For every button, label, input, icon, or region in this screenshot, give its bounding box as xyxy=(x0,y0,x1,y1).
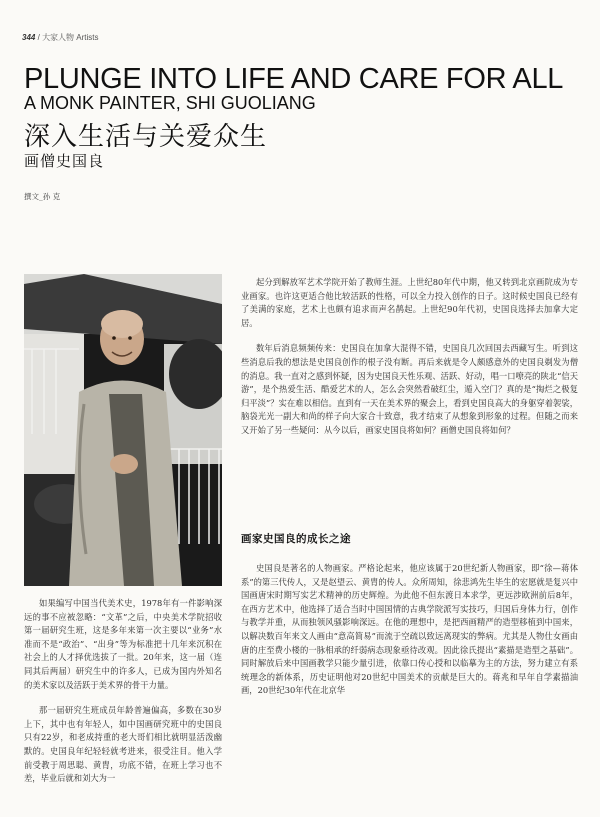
left-text-column xyxy=(24,597,222,798)
right-text-column-top xyxy=(241,276,578,450)
section-name-en: Artists xyxy=(76,33,99,42)
section-name-cn: 大家人物 xyxy=(42,33,75,42)
body-paragraph: 如果编写中国当代美术史，1978年有一件影响深远的事不应被忽略：“文革”之后，中央美术学院招收第一届研究生班，这是多年来第一次主要以“业务”水准而不是“政治”、“出身”等为标准把十几年来沉积在社会上的人才择优选拔了一批。20年来，这一届（连同其后两届）研究生中的许多人，已成为国内外知名的美术家以及活跃于美术界的骨干力量。 xyxy=(24,598,222,690)
article-title-cn: 深入生活与关爱众生 xyxy=(24,122,268,152)
running-header xyxy=(22,32,99,43)
page-number: 344 xyxy=(22,33,36,42)
section-heading: 画家史国良的成长之途 xyxy=(241,533,351,545)
article-title-en: PLUNGE INTO LIFE AND CARE FOR ALL xyxy=(24,63,564,95)
header-separator: / xyxy=(37,33,40,42)
body-paragraph: 起分到解放军艺术学院开始了教师生涯。上世纪80年代中期，他又转到北京画院成为专业画家。也许这更适合他比较活跃的性格，可以全力投入创作的日子。这时候史国良已经有了美满的家庭，艺术上也颇有追求而声名鹊起。上世纪90年代初，史国良选择去加拿大定居。 xyxy=(241,277,578,328)
body-paragraph: 那一届研究生班成员年龄普遍偏高，多数在30岁上下，其中也有年轻人，如中国画研究班中的史国良只有22岁，和老成持重的老大哥们相比就明显活泼幽默的。史国良年纪轻轻就考进来，很受注目。他入学前受教于周思聪、黄胄，功底不错，在班上学习也不差，毕业后就和刘大为一 xyxy=(24,705,222,784)
photo-illustration xyxy=(24,274,222,586)
monk-portrait-photo xyxy=(24,274,222,586)
right-text-column-bottom xyxy=(241,562,578,710)
article-subtitle-en: A MONK PAINTER, SHI GUOLIANG xyxy=(24,93,316,113)
body-paragraph: 史国良是著名的人物画家。严格论起来，他应该属于20世纪新人物画家，即“徐—蒋体系”的第三代传人，又是赵望云、黄胄的传人。众所周知，徐悲鸿先生毕生的宏愿就是复兴中国画唐宋时期写实艺术精神的历史辉煌。为此他不但东渡日本求学，更远涉欧洲前后8年，在西方艺术中，他选择了适合当时中国国情的古典学院派写实技巧，归国后身体力行，创作与教学并重，从而独领风骚影响深远。在他的理想中，是把西画精严的造型移植到中国来，以解决数百年来文人画由“意高简易”而流于空疏以致远离现实的弊病。尤其是人物仕女画由唐的庄至费小楼的一脉相承的纤弱病态现象亟待改观。因此徐氏提出“素描是造型之基础”。同时解放后来中国画教学只能少量引进，依靠口传心授和以临摹为主的方法，努力建立有系统理念的新体系，历史证明他对20世纪中国美术的贡献是巨大的。蒋兆和早年自学素描油画，20世纪30年代在北京华 xyxy=(241,563,578,696)
article-subtitle-cn: 画僧史国良 xyxy=(24,152,105,170)
body-paragraph: 数年后消息频频传来：史国良在加拿大混得不错，史国良几次回国去西藏写生。听到这些消息后我的想法是史国良创作的根子没有断。再后来就是令人颇感意外的史国良剃发为僧的消息。我一直对之感到怀疑，因为史国良天性乐观、活跃、好动，唱一口嘹亮的陕北“信天游”，是个热爱生活、酷爱艺术的人，怎么会突然看破红尘，遁入空门？真的是“掏烂之极复归平淡”？实在难以相信。直到有一天在美术界的聚会上，看到史国良高大的身躯穿着袈裟，脑袋光光一副大和尚的样子向大家合十致意，我才结束了从想象到形象的过程。但随之而来又开始了另一些疑问：从今以后，画家史国良将如何？画僧史国良将如何？ xyxy=(241,343,578,435)
author-byline: 撰文_孙 克 xyxy=(24,192,61,201)
